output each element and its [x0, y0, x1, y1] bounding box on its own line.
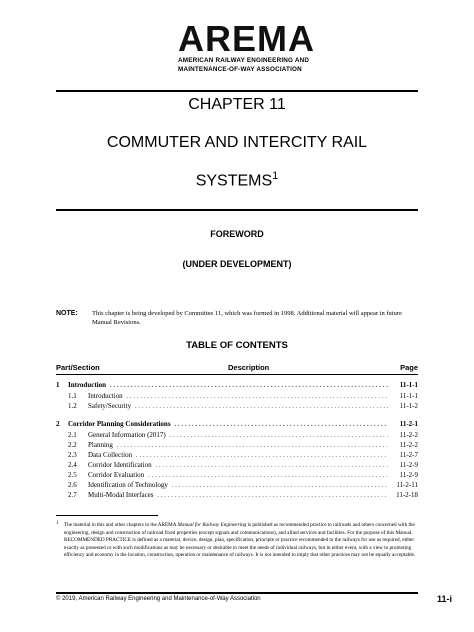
top-rule — [56, 90, 418, 92]
arema-logo — [178, 18, 328, 73]
toc-header-part: Part/Section — [56, 363, 100, 372]
title-rule — [56, 209, 418, 211]
toc-entry-number: 1.1 — [68, 392, 77, 400]
toc-entry-page: 11-2-7 — [399, 451, 418, 459]
toc-entry-number: 2.2 — [68, 441, 77, 449]
toc-header-description: Description — [228, 363, 270, 372]
toc-section-row[interactable] — [56, 460, 418, 470]
toc-entry-label — [88, 460, 388, 470]
toc-entry-label — [88, 391, 388, 401]
toc-entry-number: 2 — [56, 420, 60, 428]
toc-entry-number: 2.4 — [68, 461, 77, 469]
chapter-number: CHAPTER 11 — [188, 96, 286, 113]
logo-subtitle-line1: AMERICAN RAILWAY ENGINEERING AND — [178, 57, 310, 64]
logo-wordmark: AREMA — [178, 18, 315, 59]
note-text: This chapter is being developed by Committee 11, which was formed in 1998. Additional material will appear in future Manual Revisions. — [92, 310, 402, 326]
toc-entry-number: 2.1 — [68, 431, 77, 439]
chapter-title-line1: COMMUTER AND INTERCITY RAIL — [106, 134, 368, 151]
toc-entry-page: 11-2-18 — [396, 491, 418, 499]
toc-title: TABLE OF CONTENTS — [186, 340, 288, 351]
footnote-text — [64, 522, 418, 560]
toc-entry-number: 2.7 — [68, 491, 77, 499]
toc-entry-label-text: Multi-Modal Interfaces — [88, 491, 154, 499]
logo-subtitle-line2: MAINTENANCE-OF-WAY ASSOCIATION — [178, 65, 302, 73]
chapter-title-systems: SYSTEMS — [195, 172, 273, 190]
footer-copyright: © 2019, American Railway Engineering and Maintenance-of-Way Association — [56, 596, 261, 602]
toc-entry-page: 11-2-9 — [399, 471, 418, 479]
chapter-title-line2 — [0, 170, 474, 190]
toc-entry-page: 11-2-1 — [399, 420, 418, 428]
footnote-manual-title: Manual for Railway Engineering — [177, 522, 247, 528]
toc-chapter-row[interactable] — [56, 380, 418, 390]
toc-entry-page: 11-2-9 — [399, 461, 418, 469]
toc-section-row[interactable] — [56, 470, 418, 480]
toc-entry-number: 2.6 — [68, 481, 77, 489]
toc-entry-label — [68, 380, 388, 390]
toc-entry-number: 2.3 — [68, 451, 77, 459]
toc-entry-label-text: General Information (2017) — [88, 431, 166, 439]
toc-entry-number: 1.2 — [68, 402, 77, 410]
footer-page-number: 11-i — [436, 594, 452, 604]
note-label: NOTE: — [56, 310, 78, 317]
toc-section-row[interactable] — [56, 430, 418, 440]
toc-entry-label — [68, 419, 388, 429]
toc-entry-page: 11-1-2 — [399, 402, 418, 410]
toc-entry-label-text: Corridor Identification — [88, 461, 152, 469]
toc-entry-label-text: Introduction — [88, 392, 123, 400]
toc-entry-number: 1 — [56, 381, 60, 389]
toc-chapter-row[interactable] — [56, 419, 418, 429]
toc-section-row[interactable] — [56, 450, 418, 460]
toc-entry-label-text: Corridor Planning Considerations — [68, 420, 171, 428]
toc-header-rule — [56, 374, 418, 375]
toc-entry-label — [88, 440, 388, 450]
toc-section-row[interactable] — [56, 391, 418, 401]
toc-entry-label — [88, 480, 388, 490]
footnote-text-part2: is published as recommended practice to railroads and others concerned with the engineering, design and construction of railroad fixed properties (except signals and communications), and allied services and facilities. For the purpose of this Manual, RECOMMENDED PRACTICE is defined as a material, device, design, plan, specification, principle or practice recommended to the railways for use as required, either exactly as presented or with such modifications as may be necessary or desirable to meet the needs of individual railways, but in either event, with a view to promoting efficiency and economy in the location, construction, operation or maintenance of railways. It is not intended to imply that other practices may not be equally acceptable. — [64, 522, 416, 559]
toc-entry-page: 11-2-2 — [399, 441, 418, 449]
toc-entry-label — [88, 430, 388, 440]
toc-section-row[interactable] — [56, 480, 418, 490]
toc-header-page: Page — [400, 363, 418, 372]
footer-rule — [56, 592, 418, 594]
toc-section-row[interactable] — [56, 440, 418, 450]
toc-entry-label — [88, 490, 388, 500]
toc-entry-page: 11-2-11 — [396, 481, 418, 489]
footnote-rule — [56, 515, 158, 516]
toc-entry-page: 11-2-2 — [399, 431, 418, 439]
toc-entry-number: 2.5 — [68, 471, 77, 479]
chapter-footnote-mark[interactable]: 1 — [272, 170, 279, 182]
toc-entry-page: 11-1-1 — [399, 392, 418, 400]
toc-entry-label-text: Data Collection — [88, 451, 133, 459]
toc-entry-label-text: Planning — [88, 441, 113, 449]
toc-entry-label — [88, 470, 388, 480]
footnote — [56, 522, 418, 560]
toc-entry-page: 11-1-1 — [399, 381, 418, 389]
foreword-heading: FOREWORD — [210, 229, 264, 239]
toc-section-row[interactable] — [56, 401, 418, 411]
footnote-mark: 1 — [56, 521, 59, 526]
toc-entry-label-text: Safety/Security — [88, 402, 132, 410]
toc-entry-label-text: Introduction — [68, 381, 106, 389]
toc-entry-label-text: Identification of Technology — [88, 481, 168, 489]
toc-section-row[interactable] — [56, 490, 418, 500]
toc-entry-label-text: Corridor Evaluation — [88, 471, 145, 479]
toc-entry-label — [88, 401, 388, 411]
footnote-text-part1: The material in this and other chapters in the AREMA — [64, 522, 178, 528]
toc-entry-label — [88, 450, 388, 460]
foreword-status: (UNDER DEVELOPMENT) — [182, 259, 292, 269]
